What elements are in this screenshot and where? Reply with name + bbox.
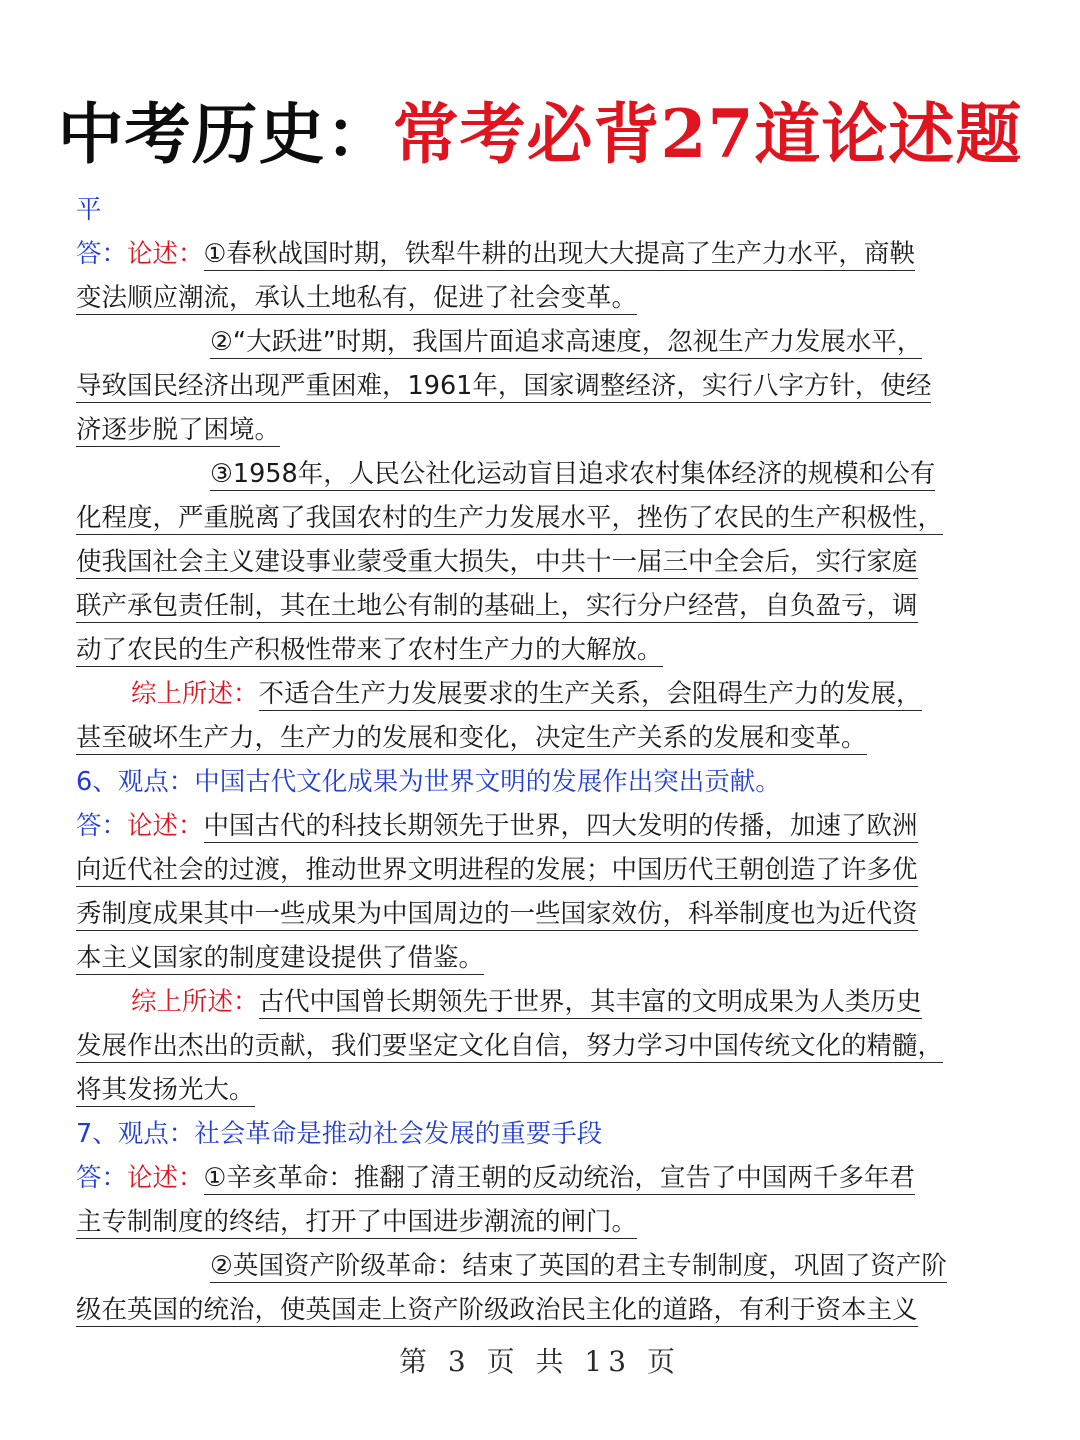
answer-text: 联产承包责任制，其在土地公有制的基础上，实行分户经营，自负盈亏，调 [76,591,918,621]
answer-text: 秀制度成果其中一些成果为中国周边的一些国家效仿，科举制度也为近代资 [76,899,918,929]
answer-text-line [76,848,1006,892]
page-number: 第 3 页 共 13 页 [399,1345,681,1378]
summary-text: 甚至破坏生产力，生产力的发展和变化，决定生产关系的发展和变革。 [76,723,867,753]
answer-text-line [76,364,1006,408]
answer-text: 济逐步脱了困境。 [76,415,281,445]
discuss-label: 论述： [127,811,204,841]
answer-text-line [76,892,1006,936]
section-heading-tail: 平 [76,195,102,225]
summary-text: 不适合生产力发展要求的生产关系，会阻碍生产力的发展， [258,679,922,709]
answer-line [76,804,1006,848]
answer-text: 本主义国家的制度建设提供了借鉴。 [76,943,485,973]
summary-text: 发展作出杰出的贡献，我们要坚定文化自信，努力学习中国传统文化的精髓， [76,1031,944,1061]
answer-text: 中国古代的科技长期领先于世界，四大发明的传播，加速了欧洲 [203,811,918,841]
summary-text-line [76,716,1006,760]
summary-line [76,980,1006,1024]
answer-text: 化程度，严重脱离了我国农村的生产力发展水平，挫伤了农民的生产积极性， [76,503,944,533]
document-body [76,188,1006,1332]
answer-text: 使我国社会主义建设事业蒙受重大损失，中共十一届三中全会后，实行家庭 [76,547,918,577]
answer-line [76,1156,1006,1200]
answer-text: ①辛亥革命：推翻了清王朝的反动统治，宣告了中国两千多年君 [203,1163,915,1193]
answer-text: 主专制制度的终结，打开了中国进步潮流的闸门。 [76,1207,638,1237]
summary-text: 将其发扬光大。 [76,1075,255,1105]
answer-label: 答： [76,811,128,841]
answer-point-text: ②“大跃进”时期，我国片面追求高速度，忽视生产力发展水平， [210,327,923,357]
answer-text-line [76,496,1006,540]
answer-point-line [76,452,1006,496]
answer-line [76,232,1006,276]
answer-text: ①春秋战国时期，铁犁牛耕的出现大大提高了生产力水平，商鞅 [203,239,915,269]
discuss-label: 论述： [127,239,204,269]
answer-point-text: ②英国资产阶级革命：结束了英国的君主专制制度，巩固了资产阶 [210,1251,947,1281]
answer-text-line [76,276,1006,320]
answer-text: 变法顺应潮流，承认土地私有，促进了社会变革。 [76,283,638,313]
summary-text-line [76,1068,1006,1112]
answer-text-line [76,540,1006,584]
answer-text: 动了农民的生产积极性带来了农村生产力的大解放。 [76,635,663,665]
answer-text-line [76,1288,1006,1332]
discuss-label: 论述： [127,1163,204,1193]
answer-text-line [76,408,1006,452]
section-heading: 7、观点：社会革命是推动社会发展的重要手段 [76,1119,603,1149]
summary-text-line [76,1024,1006,1068]
summary-label: 综上所述： [131,987,259,1017]
answer-text-line [76,1200,1006,1244]
answer-label: 答： [76,1163,128,1193]
answer-text-line [76,936,1006,980]
answer-label: 答： [76,239,128,269]
summary-text: 古代中国曾长期领先于世界，其丰富的文明成果为人类历史 [258,987,922,1017]
answer-point-text: ③1958年，人民公社化运动盲目追求农村集体经济的规模和公有 [210,459,936,489]
answer-text: 导致国民经济出现严重困难，1961年，国家调整经济，实行八字方针，使经 [76,371,932,401]
title-main: 常考必背27道论述题 [392,95,1023,173]
section-heading: 6、观点：中国古代文化成果为世界文明的发展作出突出贡献。 [76,767,781,797]
answer-text-line [76,584,1006,628]
title-prefix: 中考历史： [57,95,393,173]
answer-text-line [76,628,1006,672]
answer-point-line [76,320,1006,364]
page-title [0,92,1080,176]
answer-text: 向近代社会的过渡，推动世界文明进程的发展；中国历代王朝创造了许多优 [76,855,918,885]
summary-line [76,672,1006,716]
summary-label: 综上所述： [131,679,259,709]
answer-point-line [76,1244,1006,1288]
answer-text: 级在英国的统治，使英国走上资产阶级政治民主化的道路，有利于资本主义 [76,1295,918,1325]
